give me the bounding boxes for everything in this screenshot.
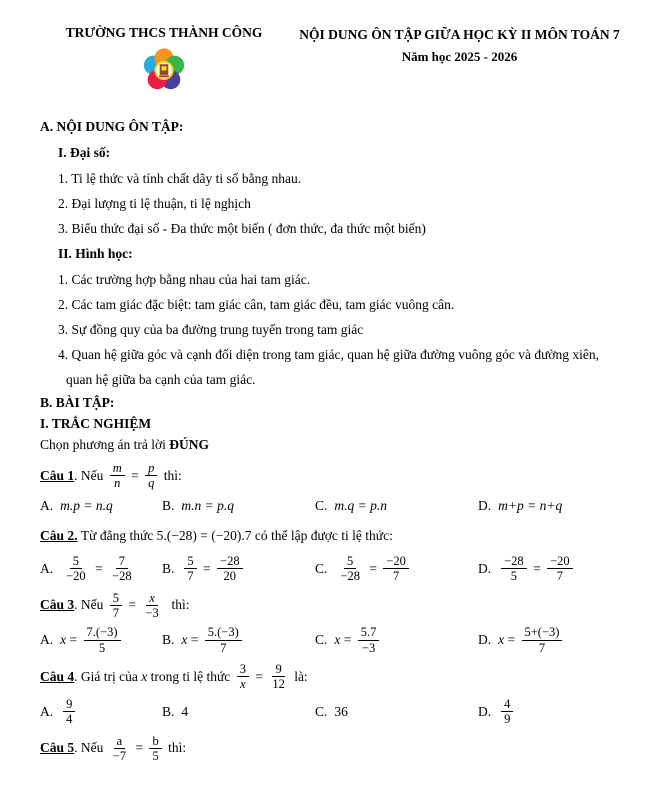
fraction-denominator: 5: [98, 640, 106, 655]
math-expression: m+p = n+q: [498, 497, 563, 513]
text-run: 36: [334, 703, 348, 719]
fraction-denominator: 7: [556, 569, 563, 584]
question: [40, 661, 609, 728]
review-item: 3. Biểu thức đại số - Đa thức một biến ( đơn thức, đa thức một biến): [58, 221, 426, 236]
fraction-denominator: 7: [112, 605, 120, 620]
text-run: =: [504, 632, 519, 648]
title-block: [290, 25, 629, 100]
question-label: Câu 2.: [40, 527, 78, 543]
fraction-numerator: b: [149, 734, 161, 749]
fraction-denominator: −28: [340, 569, 360, 584]
question-stem: [40, 590, 609, 622]
question-stem: [40, 733, 609, 765]
review-item: 3. Sự đồng quy của ba đường trung tuyến trong tam giác: [58, 322, 364, 337]
document-body: [0, 100, 645, 764]
question-label: Câu 3: [40, 597, 75, 613]
document-title: NỘI DUNG ÔN TẬP GIỮA HỌC KỲ II MÔN TOÁN 7: [299, 27, 620, 42]
option-label: A.: [40, 703, 54, 719]
question-label: Câu 5: [40, 740, 75, 756]
fraction-denominator: 7: [538, 640, 546, 655]
fraction-numerator: 7: [116, 554, 128, 569]
math-expression: m.p = n.q: [60, 497, 113, 513]
text-run: =: [340, 632, 355, 648]
option-label: C.: [315, 632, 328, 648]
text-run: thì:: [164, 597, 190, 613]
fraction-numerator: m: [110, 461, 125, 476]
fraction-numerator: −20: [547, 554, 573, 569]
math-expression: x: [498, 632, 505, 648]
math-expression: x: [334, 632, 341, 648]
fraction: [383, 554, 409, 584]
review-item: 2. Các tam giác đặc biệt: tam giác cân, tam giác đều, tam giác vuông cân.: [58, 297, 455, 312]
option-label: B.: [162, 560, 175, 576]
option-label: B.: [162, 703, 175, 719]
instruction-text: Chọn phương án trả lời: [40, 437, 170, 452]
option-label: D.: [478, 703, 492, 719]
text-run: =: [365, 560, 381, 576]
review-item: 4. Quan hệ giữa góc và cạnh đối diện trong tam giác, quan hệ giữa đường vuông góc và đường xiên, quan hệ giữa ba cạnh của tam giác.: [58, 347, 600, 387]
fraction: [63, 697, 75, 727]
fraction-numerator: 5.7: [358, 625, 380, 640]
review-subsection: [40, 140, 609, 241]
math-expression: x: [60, 632, 67, 648]
subsection-heading: I. Đại số:: [58, 145, 111, 160]
answer-option: [40, 495, 162, 517]
fraction-numerator: 4: [501, 697, 513, 712]
answer-option: [478, 495, 609, 517]
text-run: có thể lập được ti lệ thức:: [251, 527, 393, 543]
section-b-heading: B. BÀI TẬP:: [40, 395, 115, 410]
question: [40, 522, 609, 585]
school-name: TRƯỜNG THCS THÀNH CÔNG: [65, 25, 263, 40]
fraction-numerator: 5+(−3): [522, 625, 563, 640]
fraction-denominator: 4: [66, 712, 73, 727]
text-run: =: [125, 597, 140, 613]
answer-option: [162, 701, 315, 723]
question-options: [40, 696, 609, 728]
fraction: [269, 662, 288, 692]
section-a-heading: A. NỘI DUNG ÔN TẬP:: [40, 119, 184, 134]
option-label: D.: [478, 560, 492, 576]
question-options: [40, 495, 609, 517]
fraction: [145, 461, 157, 491]
text-run: =: [529, 560, 545, 576]
option-label: D.: [478, 497, 492, 513]
fraction-numerator: 5: [184, 554, 196, 569]
question-stem: [40, 522, 609, 550]
review-item: 2. Đại lượng ti lệ thuận, ti lệ nghịch: [58, 196, 251, 211]
question: [40, 590, 609, 657]
fraction-numerator: 7.(−3): [84, 625, 121, 640]
answer-option: [40, 696, 162, 728]
math-expression: x: [181, 632, 188, 648]
question-stem: [40, 460, 609, 492]
fraction: [358, 625, 380, 655]
fraction-numerator: 3: [237, 662, 249, 677]
fraction: [547, 554, 573, 584]
fraction-denominator: −7: [112, 748, 127, 763]
header: [0, 0, 645, 100]
fraction-numerator: −28: [217, 554, 243, 569]
text-run: =: [66, 632, 81, 648]
fraction: [184, 554, 196, 584]
fraction: [110, 734, 129, 764]
answer-option: [315, 701, 478, 723]
question: [40, 733, 609, 765]
fraction-denominator: 5: [510, 569, 518, 584]
fraction-denominator: 7: [220, 640, 227, 655]
fraction: [217, 554, 243, 584]
text-run: =: [132, 740, 147, 756]
school-year: Năm học 2025 - 2026: [401, 49, 518, 64]
text-run: Từ đẳng thức: [77, 527, 157, 543]
option-label: A.: [40, 560, 54, 576]
answer-option: [162, 553, 315, 585]
review-item: 1. Các trường hợp bằng nhau của hai tam giác.: [58, 272, 311, 287]
text-run: . Giá trị của: [74, 668, 142, 684]
answer-option: [40, 553, 162, 585]
text-run: là:: [290, 668, 308, 684]
fraction-denominator: n: [114, 476, 121, 491]
question-label: Câu 4: [40, 668, 75, 684]
fraction-denominator: 12: [272, 677, 285, 692]
text-run: thì:: [164, 740, 187, 756]
fraction: [110, 461, 125, 491]
fraction: [522, 625, 563, 655]
fraction-denominator: 9: [504, 712, 511, 727]
fraction-numerator: 5: [70, 554, 82, 569]
text-run: =: [187, 632, 202, 648]
fraction-numerator: 5.(−3): [205, 625, 242, 640]
fraction: [237, 662, 249, 692]
fraction-denominator: −3: [145, 605, 159, 620]
math-expression: m.q = p.n: [334, 497, 387, 513]
answer-option: [315, 495, 478, 517]
fraction: [501, 697, 513, 727]
math-expression: 5.(−28) = (−20).7: [156, 527, 252, 543]
option-label: D.: [478, 632, 492, 648]
fraction-denominator: −3: [361, 640, 376, 655]
question-stem: [40, 661, 609, 693]
review-subsection: [40, 241, 609, 392]
fraction: [63, 554, 89, 584]
multiple-choice-heading: I. TRẮC NGHIỆM: [40, 416, 152, 431]
option-label: B.: [162, 632, 175, 648]
option-label: B.: [162, 497, 175, 513]
answer-option: [162, 624, 315, 656]
answer-option: [315, 553, 478, 585]
fraction-denominator: −28: [112, 569, 132, 584]
math-expression: m.n = p.q: [181, 497, 234, 513]
fraction-denominator: q: [148, 476, 155, 491]
option-label: C.: [315, 497, 328, 513]
fraction-denominator: x: [240, 677, 246, 692]
text-run: =: [199, 560, 215, 576]
answer-option: [315, 624, 478, 656]
fraction-numerator: p: [145, 461, 157, 476]
question-label: Câu 1: [40, 467, 75, 483]
fraction: [110, 591, 122, 621]
fraction: [142, 591, 161, 621]
school-logo-icon: [140, 46, 188, 96]
answer-option: [478, 553, 609, 585]
answer-option: [478, 624, 609, 656]
fraction-numerator: a: [114, 734, 126, 749]
text-run: . Nếu: [74, 597, 107, 613]
questions-list: [40, 460, 609, 764]
fraction: [84, 625, 121, 655]
fraction-numerator: 5: [110, 591, 122, 606]
logo-banner: [159, 75, 169, 77]
review-item: 1. Ti lệ thức và tính chất dãy ti số bằng nhau.: [58, 171, 302, 186]
option-label: C.: [315, 703, 328, 719]
option-label: A.: [40, 632, 54, 648]
review-subsections: [40, 140, 609, 392]
question-options: [40, 624, 609, 656]
fraction-numerator: 9: [272, 662, 284, 677]
text-run: 4: [181, 703, 189, 719]
fraction-numerator: 9: [63, 697, 75, 712]
fraction: [109, 554, 135, 584]
math-expression: x: [141, 668, 148, 684]
fraction: [205, 625, 242, 655]
text-run: =: [127, 467, 143, 483]
question-options: [40, 553, 609, 585]
option-label: C.: [315, 560, 328, 576]
fraction-denominator: 7: [392, 569, 400, 584]
fraction-denominator: −20: [66, 569, 86, 584]
fraction: [337, 554, 363, 584]
fraction-numerator: −20: [383, 554, 409, 569]
answer-option: [40, 624, 162, 656]
fraction-denominator: 7: [187, 569, 194, 584]
fraction-denominator: 5: [152, 748, 159, 763]
fraction-denominator: 20: [223, 569, 237, 584]
fraction-numerator: −28: [501, 554, 527, 569]
text-run: thì:: [160, 467, 182, 483]
logo-pavilion-window: [162, 66, 167, 70]
answer-option: [478, 696, 609, 728]
school-block: [38, 25, 290, 100]
fraction-numerator: x: [146, 591, 158, 606]
subsection-heading: II. Hình học:: [58, 246, 133, 261]
option-label: A.: [40, 497, 54, 513]
text-run: trong ti lệ thức: [147, 668, 234, 684]
instruction-emphasis: ĐÚNG: [169, 437, 209, 452]
fraction-numerator: 5: [344, 554, 356, 569]
question: [40, 460, 609, 517]
fraction: [149, 734, 161, 764]
fraction: [501, 554, 527, 584]
text-run: . Nếu: [74, 740, 107, 756]
answer-option: [162, 495, 315, 517]
text-run: . Nếu: [74, 467, 107, 483]
text-run: =: [251, 668, 267, 684]
text-run: =: [91, 560, 107, 576]
instruction-line: [40, 434, 609, 455]
